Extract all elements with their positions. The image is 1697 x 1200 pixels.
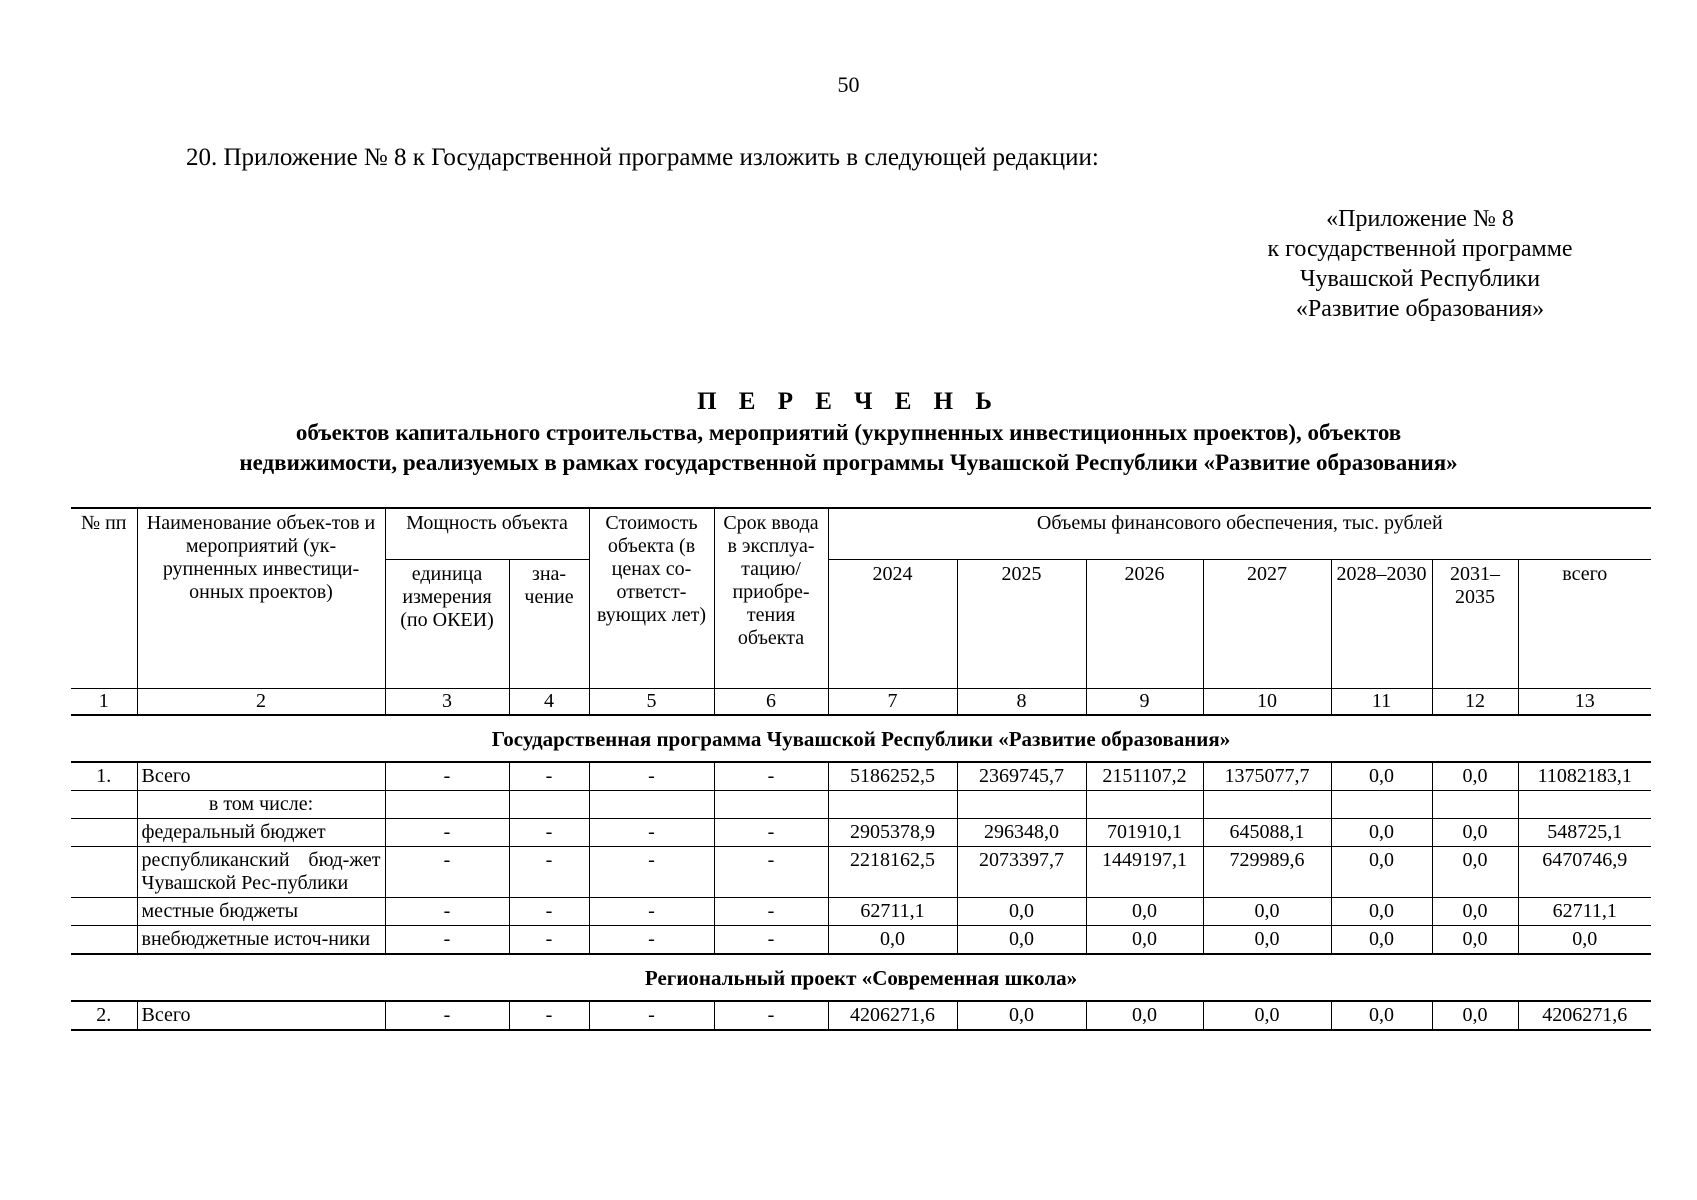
cell-total: 62711,1 bbox=[1518, 898, 1651, 926]
cell-2028-2030: 0,0 bbox=[1331, 1001, 1432, 1030]
cell-2024: 2905378,9 bbox=[828, 819, 957, 847]
cell-2028-2030: 0,0 bbox=[1331, 847, 1432, 898]
header-name: Наименование объек-тов и мероприятий (ук-рупненных инвестици-онных проектов) bbox=[137, 508, 385, 689]
cell-unit bbox=[385, 791, 509, 819]
appendix-block bbox=[1230, 204, 1610, 324]
cell-cost: - bbox=[589, 926, 714, 955]
cell-2025: 0,0 bbox=[957, 898, 1086, 926]
cell-2025 bbox=[957, 791, 1086, 819]
cell-cost: - bbox=[589, 819, 714, 847]
cell-2024: 62711,1 bbox=[828, 898, 957, 926]
header-year-2028-2030: 2028–2030 bbox=[1331, 560, 1432, 689]
column-number: 13 bbox=[1518, 689, 1651, 716]
document-title bbox=[0, 386, 1697, 478]
cell-2031-2035: 0,0 bbox=[1432, 847, 1518, 898]
intro-paragraph: 20. Приложение № 8 к Государственной программе изложить в следующей редакции: bbox=[186, 144, 1099, 171]
header-year-2026: 2026 bbox=[1086, 560, 1203, 689]
cell-total: 4206271,6 bbox=[1518, 1001, 1651, 1030]
cell-2026 bbox=[1086, 791, 1203, 819]
cell-unit: - bbox=[385, 847, 509, 898]
cell-2027 bbox=[1203, 791, 1331, 819]
cell-2024: 4206271,6 bbox=[828, 1001, 957, 1030]
column-number: 2 bbox=[137, 689, 385, 716]
objects-table bbox=[71, 507, 1651, 1031]
cell-2027: 0,0 bbox=[1203, 898, 1331, 926]
cell-cost: - bbox=[589, 762, 714, 791]
cell-2025: 2073397,7 bbox=[957, 847, 1086, 898]
title-main: П Е Р Е Ч Е Н Ь bbox=[697, 388, 1000, 415]
cell-2024: 2218162,5 bbox=[828, 847, 957, 898]
row-number bbox=[71, 926, 137, 955]
cell-2028-2030: 0,0 bbox=[1331, 762, 1432, 791]
cell-2031-2035: 0,0 bbox=[1432, 926, 1518, 955]
cell-2026: 0,0 bbox=[1086, 898, 1203, 926]
header-num: № пп bbox=[71, 508, 137, 689]
cell-term: - bbox=[714, 847, 828, 898]
cell-value: - bbox=[509, 898, 589, 926]
header-term: Срок ввода в эксплуа-тацию/ приобре-тения объекта bbox=[714, 508, 828, 689]
cell-2028-2030: 0,0 bbox=[1331, 926, 1432, 955]
cell-2024: 5186252,5 bbox=[828, 762, 957, 791]
cell-cost: - bbox=[589, 1001, 714, 1030]
row-number bbox=[71, 898, 137, 926]
cell-total bbox=[1518, 791, 1651, 819]
row-name: местные бюджеты bbox=[137, 898, 385, 926]
cell-2027: 645088,1 bbox=[1203, 819, 1331, 847]
cell-2028-2030: 0,0 bbox=[1331, 819, 1432, 847]
row-number: 2. bbox=[71, 1001, 137, 1030]
row-number bbox=[71, 819, 137, 847]
cell-2024: 0,0 bbox=[828, 926, 957, 955]
cell-total: 11082183,1 bbox=[1518, 762, 1651, 791]
title-subtitle-line: объектов капитального строительства, мероприятий (укрупненных инвестиционных проектов), объектов bbox=[295, 420, 1402, 445]
column-number: 10 bbox=[1203, 689, 1331, 716]
column-number: 3 bbox=[385, 689, 509, 716]
column-number: 4 bbox=[509, 689, 589, 716]
cell-2026: 701910,1 bbox=[1086, 819, 1203, 847]
cell-2025: 2369745,7 bbox=[957, 762, 1086, 791]
row-number bbox=[71, 791, 137, 819]
cell-term bbox=[714, 791, 828, 819]
section-heading: Государственная программа Чувашской Республики «Развитие образования» bbox=[71, 715, 1651, 762]
column-number: 11 bbox=[1331, 689, 1432, 716]
column-number: 6 bbox=[714, 689, 828, 716]
header-cost: Стоимость объекта (в ценах со-ответст-вующих лет) bbox=[589, 508, 714, 689]
column-number: 8 bbox=[957, 689, 1086, 716]
cell-value: - bbox=[509, 1001, 589, 1030]
cell-2028-2030: 0,0 bbox=[1331, 898, 1432, 926]
column-number: 1 bbox=[71, 689, 137, 716]
cell-total: 0,0 bbox=[1518, 926, 1651, 955]
appendix-line: Чувашской Республики bbox=[1299, 266, 1541, 292]
cell-2026: 0,0 bbox=[1086, 1001, 1203, 1030]
cell-2031-2035: 0,0 bbox=[1432, 898, 1518, 926]
column-number: 5 bbox=[589, 689, 714, 716]
cell-unit: - bbox=[385, 1001, 509, 1030]
header-capacity: Мощность объекта bbox=[385, 508, 589, 560]
cell-term: - bbox=[714, 926, 828, 955]
cell-2026: 2151107,2 bbox=[1086, 762, 1203, 791]
appendix-line: «Приложение № 8 bbox=[1326, 206, 1514, 232]
cell-cost bbox=[589, 791, 714, 819]
page-number: 50 bbox=[837, 72, 860, 97]
cell-value bbox=[509, 791, 589, 819]
cell-unit: - bbox=[385, 898, 509, 926]
header-year-2024: 2024 bbox=[828, 560, 957, 689]
appendix-line: к государственной программе bbox=[1267, 236, 1573, 262]
cell-2031-2035: 0,0 bbox=[1432, 1001, 1518, 1030]
cell-cost: - bbox=[589, 847, 714, 898]
header-year-2025: 2025 bbox=[957, 560, 1086, 689]
row-number bbox=[71, 847, 137, 898]
row-name: республиканский бюд-жет Чувашской Рес-публики bbox=[137, 847, 385, 898]
header-year-2027: 2027 bbox=[1203, 560, 1331, 689]
cell-2026: 1449197,1 bbox=[1086, 847, 1203, 898]
cell-2027: 1375077,7 bbox=[1203, 762, 1331, 791]
row-name: федеральный бюджет bbox=[137, 819, 385, 847]
header-finance: Объемы финансового обеспечения, тыс. рублей bbox=[828, 508, 1651, 560]
cell-term: - bbox=[714, 762, 828, 791]
header-total: всего bbox=[1518, 560, 1651, 689]
column-number: 9 bbox=[1086, 689, 1203, 716]
cell-2025: 0,0 bbox=[957, 926, 1086, 955]
cell-term: - bbox=[714, 898, 828, 926]
cell-value: - bbox=[509, 847, 589, 898]
cell-term: - bbox=[714, 1001, 828, 1030]
cell-value: - bbox=[509, 926, 589, 955]
cell-2031-2035 bbox=[1432, 791, 1518, 819]
cell-unit: - bbox=[385, 762, 509, 791]
cell-2025: 0,0 bbox=[957, 1001, 1086, 1030]
cell-cost: - bbox=[589, 898, 714, 926]
column-number: 12 bbox=[1432, 689, 1518, 716]
cell-unit: - bbox=[385, 819, 509, 847]
row-name: Всего bbox=[137, 1001, 385, 1030]
row-name: внебюджетные источ-ники bbox=[137, 926, 385, 955]
cell-2024 bbox=[828, 791, 957, 819]
cell-unit: - bbox=[385, 926, 509, 955]
cell-2026: 0,0 bbox=[1086, 926, 1203, 955]
cell-2027: 0,0 bbox=[1203, 1001, 1331, 1030]
column-number: 7 bbox=[828, 689, 957, 716]
row-name: в том числе: bbox=[137, 791, 385, 819]
cell-value: - bbox=[509, 819, 589, 847]
cell-2028-2030 bbox=[1331, 791, 1432, 819]
cell-2031-2035: 0,0 bbox=[1432, 762, 1518, 791]
header-value: зна-чение bbox=[509, 560, 589, 689]
cell-total: 548725,1 bbox=[1518, 819, 1651, 847]
cell-term: - bbox=[714, 819, 828, 847]
cell-2031-2035: 0,0 bbox=[1432, 819, 1518, 847]
cell-2027: 0,0 bbox=[1203, 926, 1331, 955]
row-name: Всего bbox=[137, 762, 385, 791]
header-year-2031-2035: 2031–2035 bbox=[1432, 560, 1518, 689]
appendix-line: «Развитие образования» bbox=[1295, 296, 1545, 322]
cell-2025: 296348,0 bbox=[957, 819, 1086, 847]
cell-2027: 729989,6 bbox=[1203, 847, 1331, 898]
row-number: 1. bbox=[71, 762, 137, 791]
cell-total: 6470746,9 bbox=[1518, 847, 1651, 898]
title-subtitle-line: недвижимости, реализуемых в рамках государственной программы Чувашской Республики «Развитие образования» bbox=[239, 450, 1458, 475]
cell-value: - bbox=[509, 762, 589, 791]
header-unit: единица измерения (по ОКЕИ) bbox=[385, 560, 509, 689]
section-heading: Региональный проект «Современная школа» bbox=[71, 954, 1651, 1001]
